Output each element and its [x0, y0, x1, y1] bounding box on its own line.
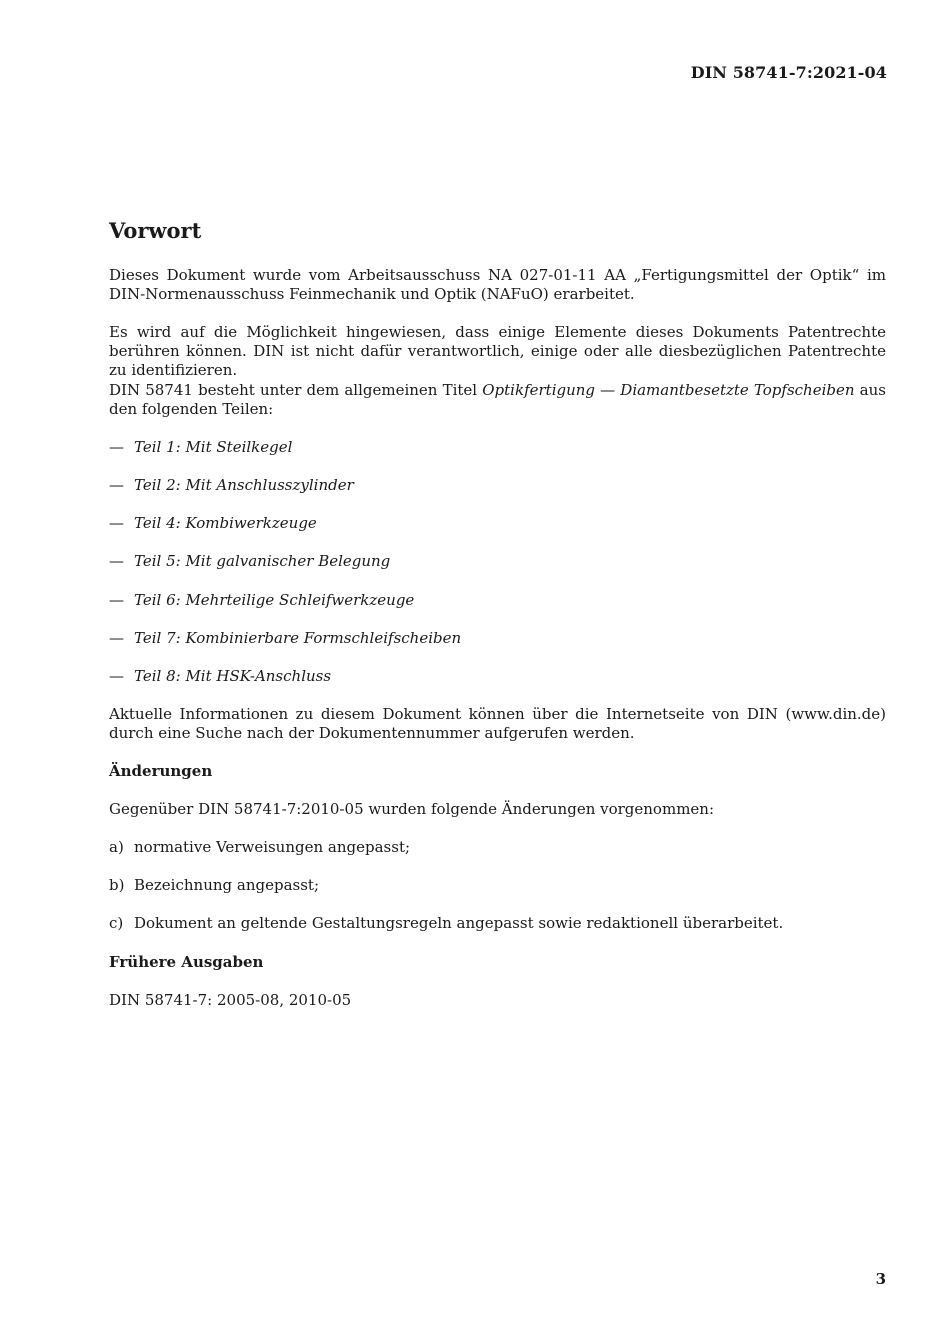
- list-dash: —: [109, 591, 124, 609]
- document-id-header: DIN 58741-7:2021-04: [690, 63, 887, 82]
- list-item-part-7: [109, 629, 886, 648]
- change-item-a: [109, 838, 886, 857]
- parts-intro-tail: aus den folgenden Teilen:: [109, 381, 886, 418]
- page-number: 3: [875, 1270, 886, 1288]
- list-marker: c): [109, 914, 124, 932]
- change-text: Dokument an geltende Gestaltungsregeln angepasst sowie redaktionell überarbeitet.: [134, 914, 784, 932]
- list-marker: b): [109, 876, 125, 894]
- change-text: normative Verweisungen angepasst;: [134, 838, 411, 856]
- part-label: Teil 5: Mit galvanischer Belegung: [134, 552, 391, 570]
- part-label: Teil 6: Mehrteilige Schleifwerkzeuge: [134, 591, 415, 609]
- paragraph-parts-intro: [109, 381, 886, 419]
- parts-intro-text: DIN 58741 besteht unter dem allgemeinen Titel: [109, 381, 483, 399]
- paragraph-committee: Dieses Dokument wurde vom Arbeitsausschuss NA 027-01-11 AA „Fertigungsmittel der Optik“ im DIN-Normenausschuss Feinmechanik und Optik (NAFuO) erarbeitet.: [109, 266, 886, 303]
- part-label: Teil 4: Kombiwerkzeuge: [134, 514, 317, 532]
- changes-heading: Änderungen: [109, 762, 213, 780]
- section-title: Vorwort: [109, 218, 202, 243]
- list-dash: —: [109, 514, 124, 532]
- list-item-part-6: [109, 591, 886, 610]
- series-title: Optikfertigung — Diamantbesetzte Topfscheiben: [482, 381, 855, 399]
- list-item-part-8: [109, 667, 886, 686]
- part-label: Teil 1: Mit Steilkegel: [134, 438, 293, 456]
- list-dash: —: [109, 438, 124, 456]
- change-item-c: [109, 914, 886, 933]
- changes-intro: Gegenüber DIN 58741-7:2010-05 wurden folgende Änderungen vorgenommen:: [109, 800, 715, 818]
- list-marker: a): [109, 838, 124, 856]
- list-dash: —: [109, 552, 124, 570]
- earlier-editions-text: DIN 58741-7: 2005-08, 2010-05: [109, 991, 352, 1009]
- list-item-part-5: [109, 552, 886, 571]
- list-item-part-2: [109, 476, 886, 495]
- list-item-part-1: [109, 438, 886, 457]
- earlier-editions-heading: Frühere Ausgaben: [109, 953, 264, 971]
- paragraph-current-info: Aktuelle Informationen zu diesem Dokument können über die Internetseite von DIN (www.din.de) durch eine Suche nach der Dokumentennummer aufgerufen werden.: [109, 705, 886, 742]
- list-dash: —: [109, 667, 124, 685]
- part-label: Teil 2: Mit Anschlusszylinder: [134, 476, 354, 494]
- list-dash: —: [109, 476, 124, 494]
- list-item-part-4: [109, 514, 886, 533]
- paragraph-patent-notice: Es wird auf die Möglichkeit hingewiesen, dass einige Elemente dieses Dokuments Patentrechte berühren können. DIN ist nicht dafür verantwortlich, einige oder alle diesbezüglichen Patentrechte zu identifizieren.: [109, 323, 886, 379]
- list-dash: —: [109, 629, 124, 647]
- part-label: Teil 8: Mit HSK-Anschluss: [134, 667, 332, 685]
- change-item-b: [109, 876, 886, 895]
- change-text: Bezeichnung angepasst;: [134, 876, 319, 894]
- part-label: Teil 7: Kombinierbare Formschleifscheiben: [134, 629, 462, 647]
